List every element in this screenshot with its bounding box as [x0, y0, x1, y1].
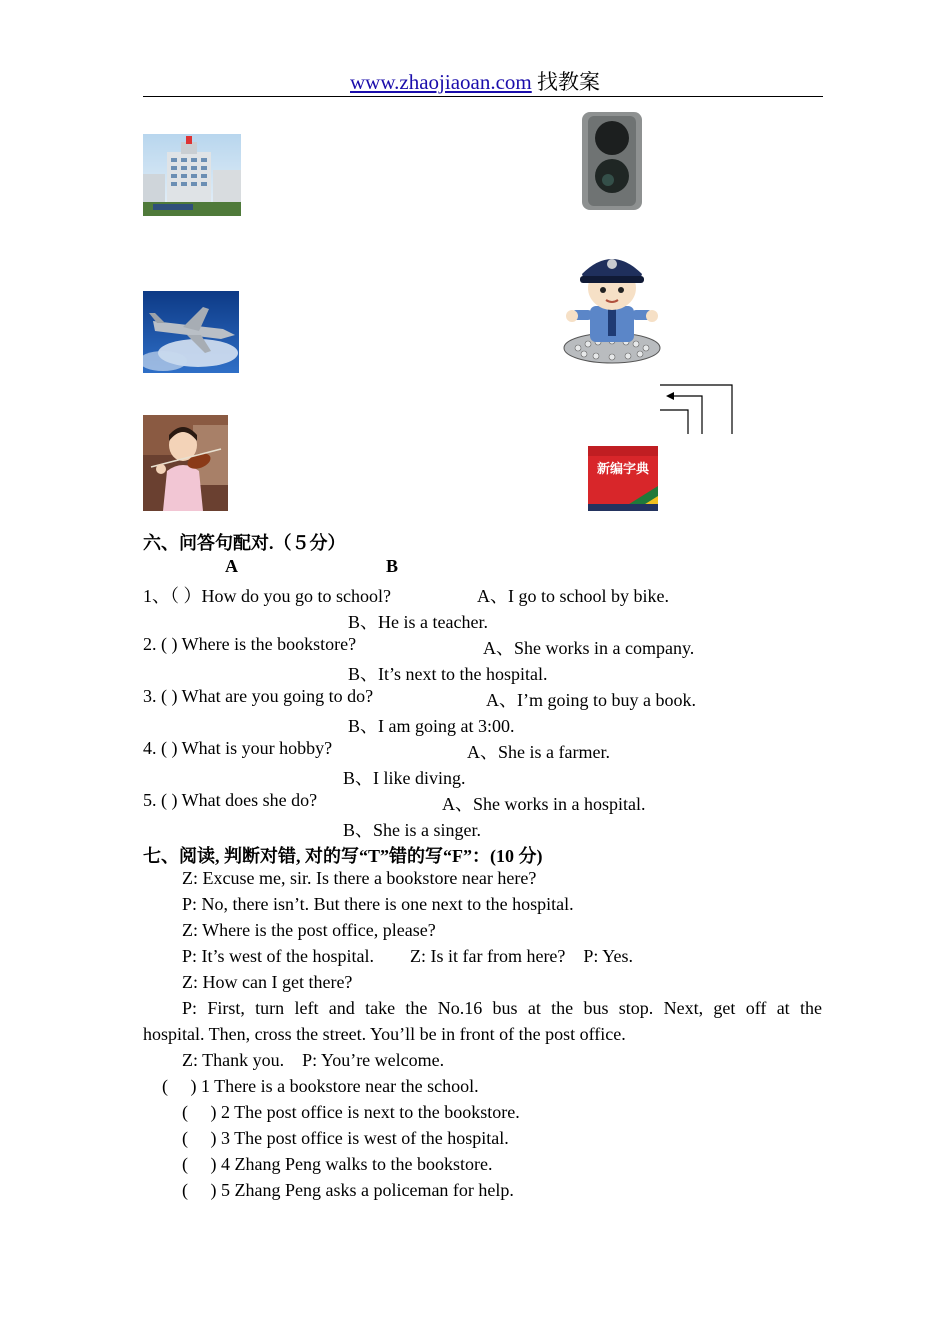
dialogue-line-5: Z: How can I get there? — [182, 972, 353, 992]
answer-1a: A、I go to school by bike. — [477, 586, 669, 606]
answer-1b: B、He is a teacher. — [348, 612, 488, 632]
statement-2: ( ) 2 The post office is next to the bookstore. — [182, 1102, 520, 1122]
statement-5: ( ) 5 Zhang Peng asks a policeman for help. — [182, 1180, 514, 1200]
answer-4b: B、I like diving. — [343, 768, 466, 788]
answer-2b: B、It’s next to the hospital. — [348, 664, 548, 684]
dialogue-line-2: P: No, there isn’t. But there is one next to the hospital. — [182, 894, 574, 914]
section6-col-a: A — [225, 556, 238, 576]
answer-4a: A、She is a farmer. — [467, 742, 610, 762]
answer-5a: A、She works in a hospital. — [442, 794, 646, 814]
statement-4: ( ) 4 Zhang Peng walks to the bookstore. — [182, 1154, 493, 1174]
dictionary-image — [588, 446, 658, 511]
dialogue-line-3: Z: Where is the post office, please? — [182, 920, 436, 940]
plane-image — [143, 291, 239, 373]
section6-title: 六、问答句配对.（５分） — [143, 533, 346, 553]
turn-left-sign-image — [656, 382, 736, 438]
answer-3b: B、I am going at 3:00. — [348, 716, 515, 736]
paragraph-line-2: hospital. Then, cross the street. You’ll be in front of the post office. — [143, 1024, 626, 1044]
answer-3a: A、I’m going to buy a book. — [486, 690, 696, 710]
header-site-name: 找教案 — [537, 70, 600, 94]
girl-violin-image — [143, 415, 228, 511]
traffic-light-image — [580, 110, 644, 212]
question-4: 4. ( ) What is your hobby? — [143, 738, 333, 758]
page-header — [0, 66, 950, 96]
dialogue-line-1: Z: Excuse me, sir. Is there a bookstore near here? — [182, 868, 537, 888]
answer-5b: B、She is a singer. — [343, 820, 481, 840]
header-divider — [143, 96, 823, 97]
hospital-image — [143, 134, 241, 216]
section7-title: 七、阅读, 判断对错, 对的写“T”错的写“F”：(10 分) — [143, 846, 543, 866]
header-link[interactable]: www.zhaojiaoan.com — [350, 70, 532, 94]
answer-2a: A、She works in a company. — [483, 638, 695, 658]
paragraph-line-1: P: First, turn left and take the No.16 bus at the bus stop. Next, get off at the — [182, 998, 822, 1018]
dialogue-line-4: P: It’s west of the hospital. Z: Is it far from here? P: Yes. — [182, 946, 633, 966]
question-1: 1、（ ）How do you go to school? — [143, 586, 391, 606]
question-2: 2. ( ) Where is the bookstore? — [143, 634, 357, 654]
statement-1: ( ) 1 There is a bookstore near the school. — [162, 1076, 479, 1096]
question-3: 3. ( ) What are you going to do? — [143, 686, 374, 706]
section6-col-b: B — [386, 556, 399, 576]
question-5: 5. ( ) What does she do? — [143, 790, 318, 810]
statement-3: ( ) 3 The post office is west of the hospital. — [182, 1128, 509, 1148]
policeman-image — [560, 244, 664, 368]
dictionary-title: 新编字典 — [596, 462, 649, 477]
dialogue-closing: Z: Thank you. P: You’re welcome. — [182, 1050, 445, 1070]
